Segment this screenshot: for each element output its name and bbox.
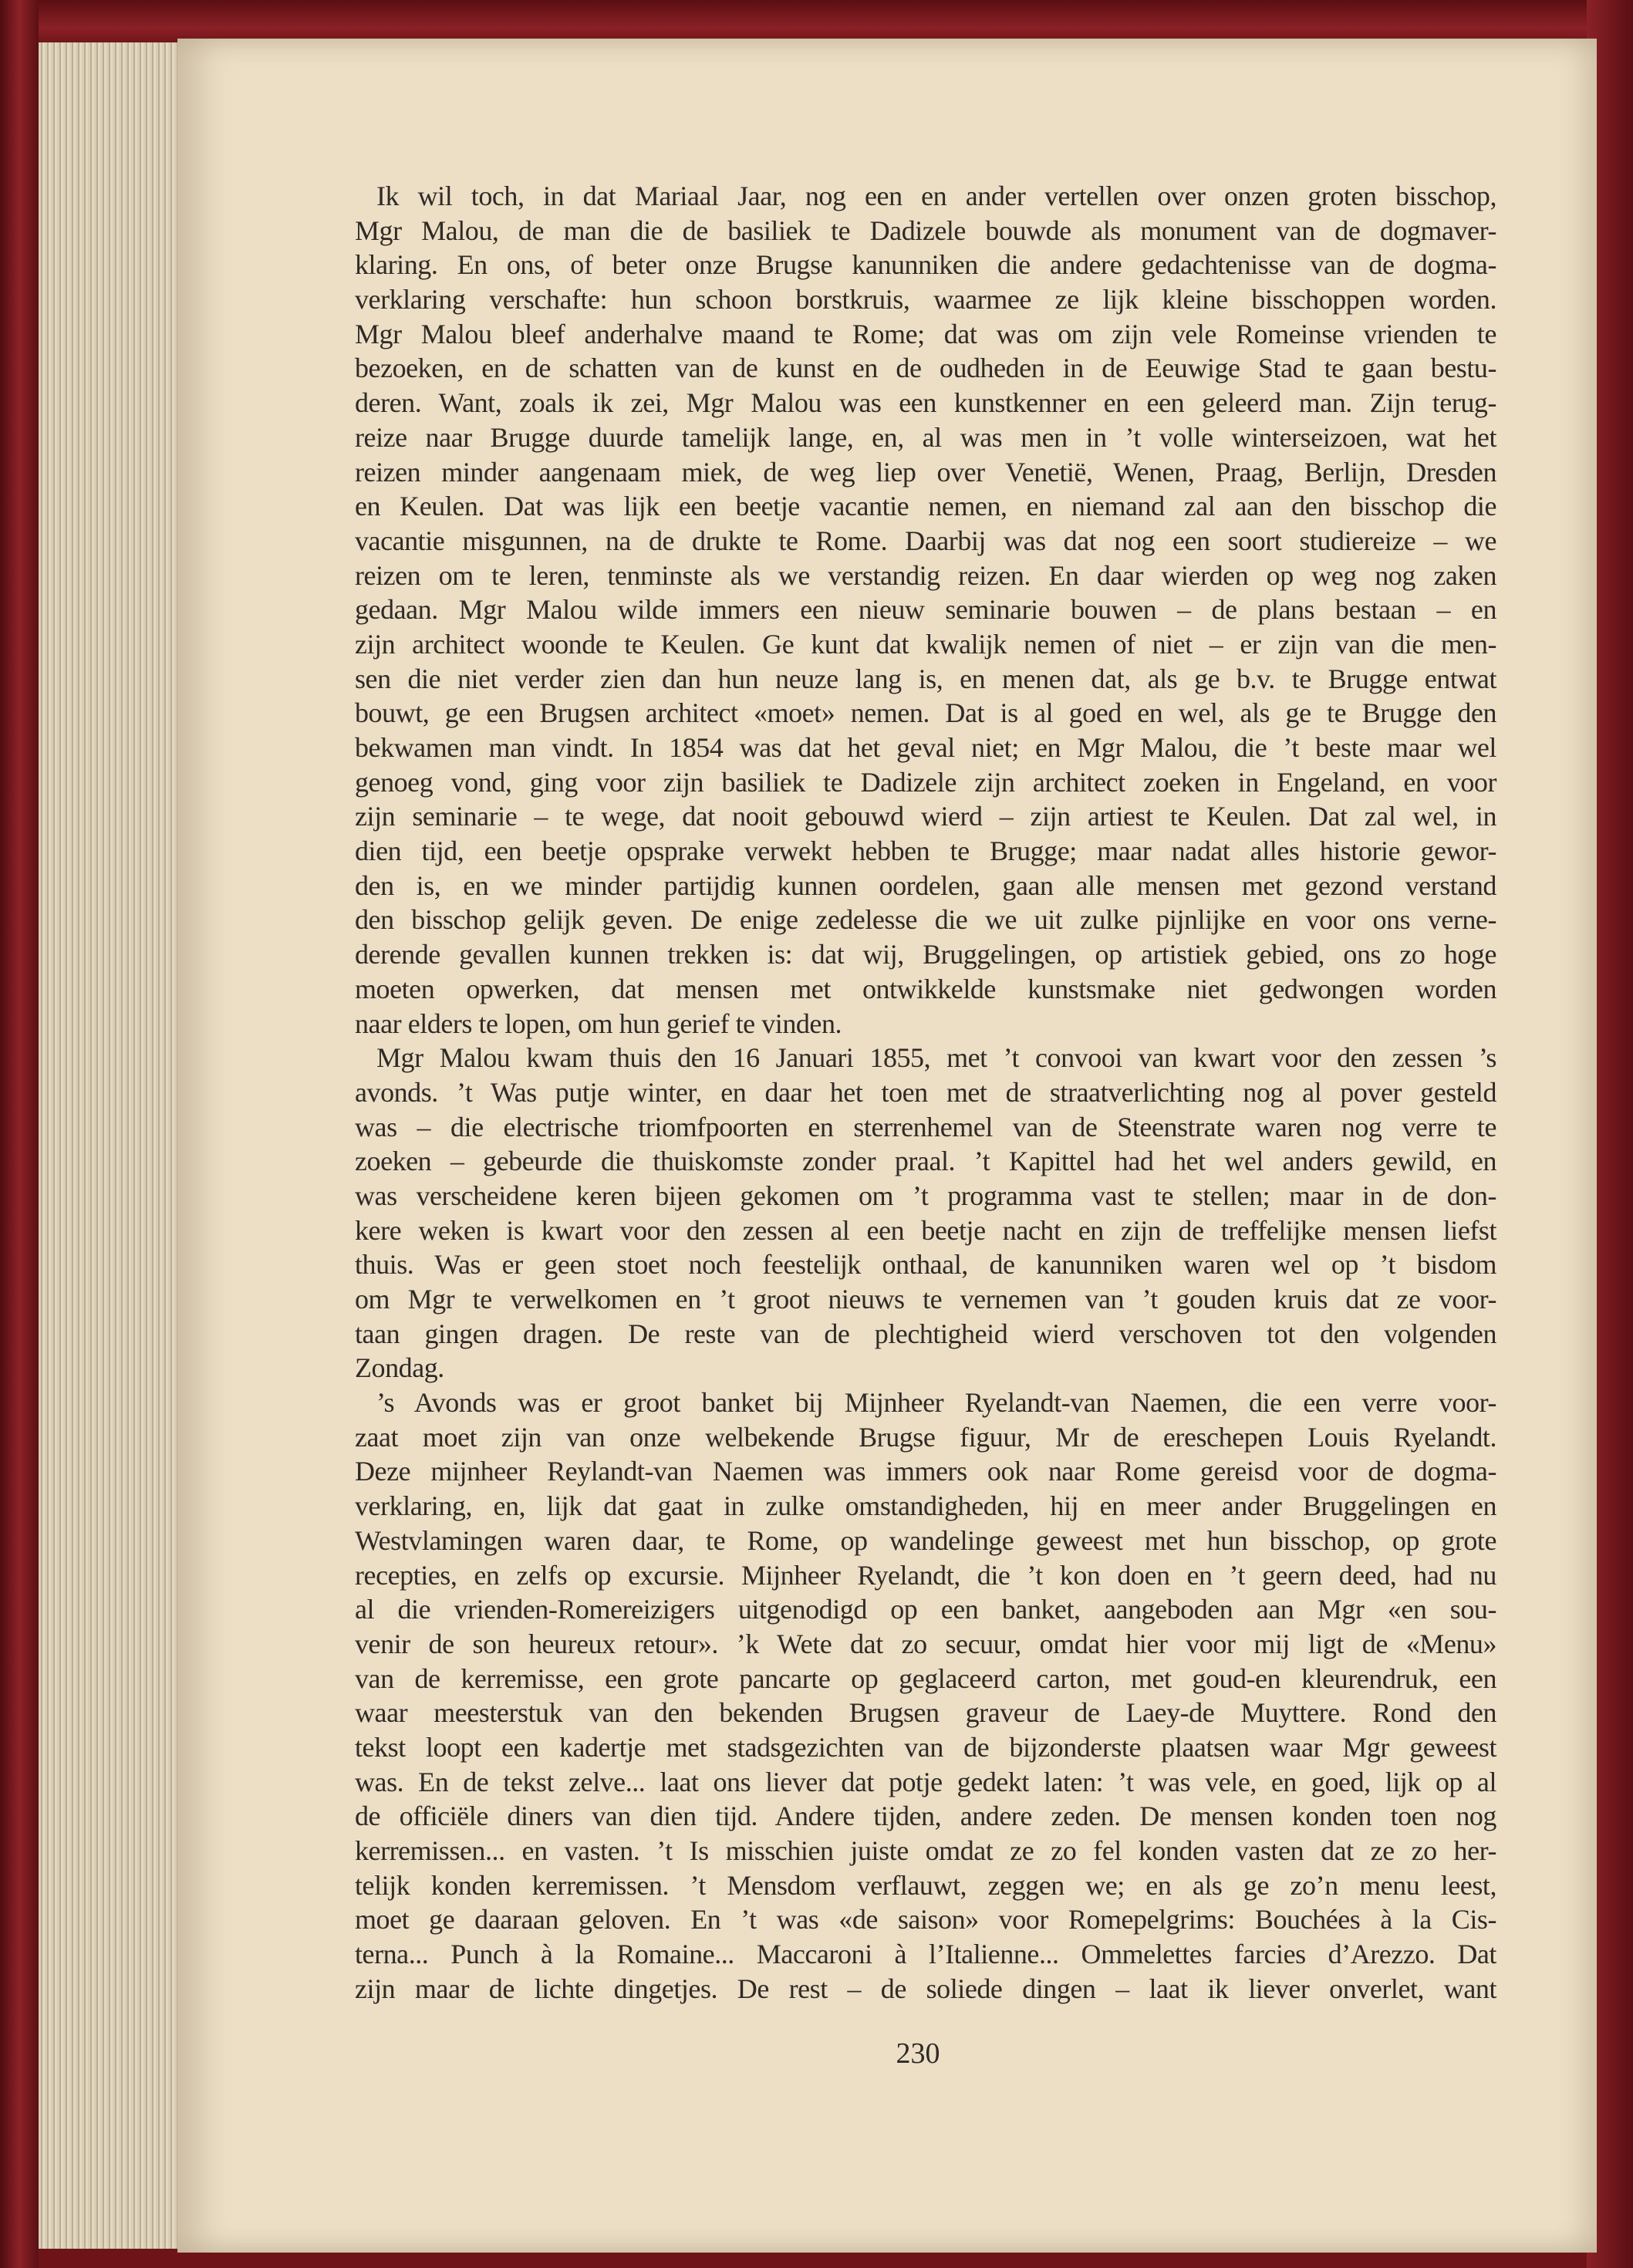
paragraph	[355, 1385, 1496, 2006]
text-line: den is, en we minder partijdig kunnen oordelen, gaan alle mensen met gezond verstand	[355, 869, 1496, 901]
page-edges	[39, 42, 185, 2249]
text-line: bezoeken, en de schatten van de kunst en de oudheden in de Eeuwige Stad te gaan bestu-	[355, 353, 1496, 384]
text-line: Ik wil toch, in dat Mariaal Jaar, nog een en ander vertellen over onzen groten bisschop,	[376, 181, 1496, 211]
text-line: zijn maar de lichte dingetjes. De rest – de soliede dingen – laat ik liever onverlet, want	[355, 1973, 1496, 2004]
text-line: terna... Punch à la Romaine... Maccaroni à l’Italienne... Ommelettes farcies d’Arezzo. Dat	[355, 1939, 1496, 1970]
book-cover-left	[0, 0, 39, 2268]
text-line: Zondag.	[355, 1352, 444, 1384]
text-line: reize naar Brugge duurde tamelijk lange, en, al was men in ’t volle winterseizoen, wat het	[355, 421, 1496, 453]
text-line: reizen om te leren, tenminste als we verstandig reizen. En daar wierden op weg nog zaken	[355, 559, 1496, 591]
text-line: Westvlamingen waren daar, te Rome, op wandelinge geweest met hun bisschop, op grote	[355, 1524, 1496, 1556]
text-line: bouwt, ge een Brugsen architect «moet» nemen. Dat is al goed en wel, als ge te Brugge den	[355, 697, 1496, 729]
text-line: taan gingen dragen. De reste van de plechtigheid wierd verschoven tot den volgenden	[355, 1318, 1496, 1349]
text-line: Deze mijnheer Reylandt-van Naemen was immers ook naar Rome gereisd voor de dogma-	[355, 1456, 1496, 1487]
text-line: deren. Want, zoals ik zei, Mgr Malou was een kunstkenner en een geleerd man. Zijn terug-	[355, 387, 1496, 419]
text-line: reizen minder aangenaam miek, de weg liep over Venetië, Wenen, Praag, Berlijn, Dresden	[355, 456, 1496, 488]
paragraph	[355, 179, 1496, 1041]
text-line: moeten opwerken, dat mensen met ontwikkelde kunstsmake niet gedwongen worden	[355, 973, 1496, 1004]
text-line: zijn architect woonde te Keulen. Ge kunt dat kwalijk nemen of niet – er zijn van die men-	[355, 628, 1496, 660]
text-line: zaat moet zijn van onze welbekende Brugse figuur, Mr de ereschepen Louis Ryelandt.	[355, 1421, 1496, 1453]
text-line: den bisschop gelijk geven. De enige zedelesse die we uit zulke pijnlijke en voor ons verne-	[355, 904, 1496, 936]
text-line: genoeg vond, ging voor zijn basiliek te Dadizele zijn architect zoeken in Engeland, en voor	[355, 766, 1496, 798]
text-line: was verscheidene keren bijeen gekomen om ’t programma vast te stellen; maar in de don-	[355, 1180, 1496, 1211]
text-line: dien tijd, een beetje opsprake verwekt hebben te Brugge; maar nadat alles historie gewor-	[355, 835, 1496, 867]
text-line: telijk konden kerremissen. ’t Mensdom verflauwt, zeggen we; en als ge zo’n menu leest,	[355, 1869, 1496, 1901]
text-line: om Mgr te verwelkomen en ’t groot nieuws te vernemen van ’t gouden kruis dat ze voor-	[355, 1284, 1496, 1315]
body-text	[355, 179, 1496, 2006]
text-line: bekwamen man vindt. In 1854 was dat het geval niet; en Mgr Malou, die ’t beste maar wel	[355, 732, 1496, 763]
text-line: zijn seminarie – te wege, dat nooit gebouwd wierd – zijn artiest te Keulen. Dat zal wel, in	[355, 801, 1496, 832]
text-line: kere weken is kwart voor den zessen al een beetje nacht en zijn de treffelijke mensen liefst	[355, 1214, 1496, 1246]
text-line: moet ge daaraan geloven. En ’t was «de saison» voor Romepelgrims: Bouchées à la Cis-	[355, 1904, 1496, 1936]
text-line: venir de son heureux retour». ’k Wete dat zo secuur, omdat hier voor mij ligt de «Menu»	[355, 1628, 1496, 1659]
text-line: waar meesterstuk van den bekenden Brugsen graveur de Laey-de Muyttere. Rond den	[355, 1697, 1496, 1729]
text-line: klaring. En ons, of beter onze Brugse kanunniken die andere gedachtenisse van de dogma-	[355, 249, 1496, 281]
text-line: Mgr Malou bleef anderhalve maand te Rome; dat was om zijn vele Romeinse vrienden te	[355, 318, 1496, 349]
text-line: gedaan. Mgr Malou wilde immers een nieuw seminarie bouwen – de plans bestaan – en	[355, 594, 1496, 626]
text-line: Mgr Malou, de man die de basiliek te Dadizele bouwde als monument van de dogmaver-	[355, 214, 1496, 246]
text-line: de officiële diners van dien tijd. Andere tijden, andere zeden. De mensen konden toen nog	[355, 1801, 1496, 1832]
text-line: verklaring verschafte: hun schoon borstkruis, waarmee ze lijk kleine bisschoppen worden.	[355, 284, 1496, 316]
text-line: was. En de tekst zelve... laat ons liever dat potje gedekt laten: ’t was vele, en goed, lijk op al	[355, 1766, 1496, 1797]
text-line: was – die electrische triomfpoorten en sterrenhemel van de Steenstrate waren nog verre te	[355, 1111, 1496, 1142]
text-line: van de kerremisse, een grote pancarte op geglaceerd carton, met goud-en kleurendruk, een	[355, 1662, 1496, 1694]
page-number: 230	[896, 2037, 940, 2070]
text-line: zoeken – gebeurde die thuiskomste zonder praal. ’t Kapittel had het wel anders gewild, en	[355, 1146, 1496, 1177]
text-line: Mgr Malou kwam thuis den 16 Januari 1855, met ’t convooi van kwart voor den zessen ’s	[376, 1042, 1496, 1074]
text-line: recepties, en zelfs op excursie. Mijnheer Ryelandt, die ’t kon doen en ’t geern deed, had nu	[355, 1559, 1496, 1591]
text-line: verklaring, en, lijk dat gaat in zulke omstandigheden, hij en meer ander Bruggelingen en	[355, 1490, 1496, 1522]
text-line: sen die niet verder zien dan hun neuze lang is, en menen dat, als ge b.v. te Brugge entwat	[355, 663, 1496, 694]
text-line: ’s Avonds was er groot banket bij Mijnheer Ryelandt-van Naemen, die een verre voor-	[376, 1387, 1496, 1419]
text-line: al die vrienden-Romereizigers uitgenodigd op een banket, aangeboden aan Mgr «en sou-	[355, 1594, 1496, 1625]
text-line: thuis. Was er geen stoet noch feestelijk onthaal, de kanunniken waren wel op ’t bisdom	[355, 1249, 1496, 1281]
text-line: derende gevallen kunnen trekken is: dat wij, Bruggelingen, op artistiek gebied, ons zo hoge	[355, 939, 1496, 970]
text-line: tekst loopt een kadertje met stadsgezichten van de bijzonderste plaatsen waar Mgr geweest	[355, 1731, 1496, 1763]
text-line: kerremissen... en vasten. ’t Is misschien juiste omdat ze zo fel konden vasten dat ze zo her-	[355, 1835, 1496, 1866]
text-line: en Keulen. Dat was lijk een beetje vacantie nemen, en niemand zal aan den bisschop die	[355, 491, 1496, 522]
paragraph	[355, 1041, 1496, 1385]
text-line: vacantie misgunnen, na de drukte te Rome. Daarbij was dat nog een soort studiereize – we	[355, 525, 1496, 556]
text-line: naar elders te lopen, om hun gerief te vinden.	[355, 1007, 842, 1039]
text-line: avonds. ’t Was putje winter, en daar het toen met de straatverlichting nog al pover gesteld	[355, 1076, 1496, 1108]
